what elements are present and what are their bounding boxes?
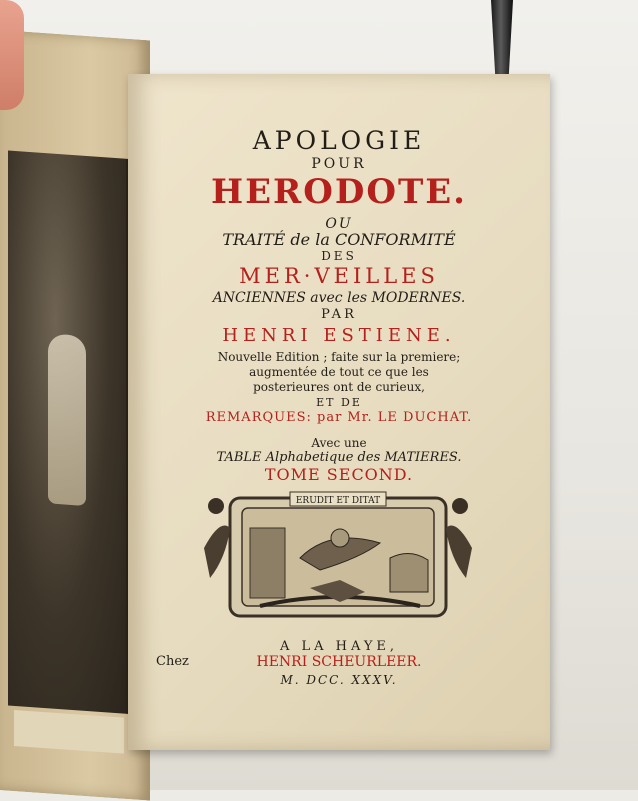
title-anciennes: ANCIENNES avec les MODERNES.: [212, 290, 466, 306]
title-apologie: APOLOGIE: [252, 126, 426, 155]
title-author: HENRI ESTIENE.: [222, 325, 456, 346]
title-traite: TRAITÉ de la CONFORMITÉ: [222, 230, 456, 249]
engraved-figure: [48, 333, 86, 506]
title-par: PAR: [321, 307, 357, 322]
title-merveilles: MER·VEILLES: [239, 264, 439, 288]
title-remarques: REMARQUES: par Mr. LE DUCHAT.: [205, 410, 473, 425]
edition-line-3: posterieures ont de curieux,: [253, 380, 425, 394]
title-des: DES: [321, 249, 357, 263]
printer-vignette: [190, 488, 486, 626]
holding-thumb: [0, 0, 24, 110]
imprint-chez: Chez: [156, 654, 189, 669]
title-page: [128, 74, 550, 750]
vignette-motto: ERUDIT ET DITAT: [295, 496, 381, 506]
edition-line-1: Nouvelle Edition ; faite sur la premiere;: [217, 350, 461, 364]
title-ou: OU: [325, 216, 353, 232]
title-pour: POUR: [311, 156, 367, 172]
engraving-caption: [14, 710, 124, 754]
edition-line-2: augmentée de tout ce que les: [249, 365, 429, 379]
frontispiece-engraving: [8, 151, 128, 714]
title-avec: Avec une: [311, 436, 367, 450]
title-tome: TOME SECOND.: [264, 465, 414, 484]
title-herodote: HERODOTE.: [210, 172, 468, 212]
imprint-date: M. DCC. XXXV.: [280, 673, 398, 687]
title-table: TABLE Alphabetique des MATIERES.: [216, 450, 462, 465]
title-et-de: ET DE: [316, 396, 362, 409]
imprint-publisher: HENRI SCHEURLEER.: [256, 654, 422, 670]
imprint-place: A LA HAYE,: [279, 639, 399, 654]
